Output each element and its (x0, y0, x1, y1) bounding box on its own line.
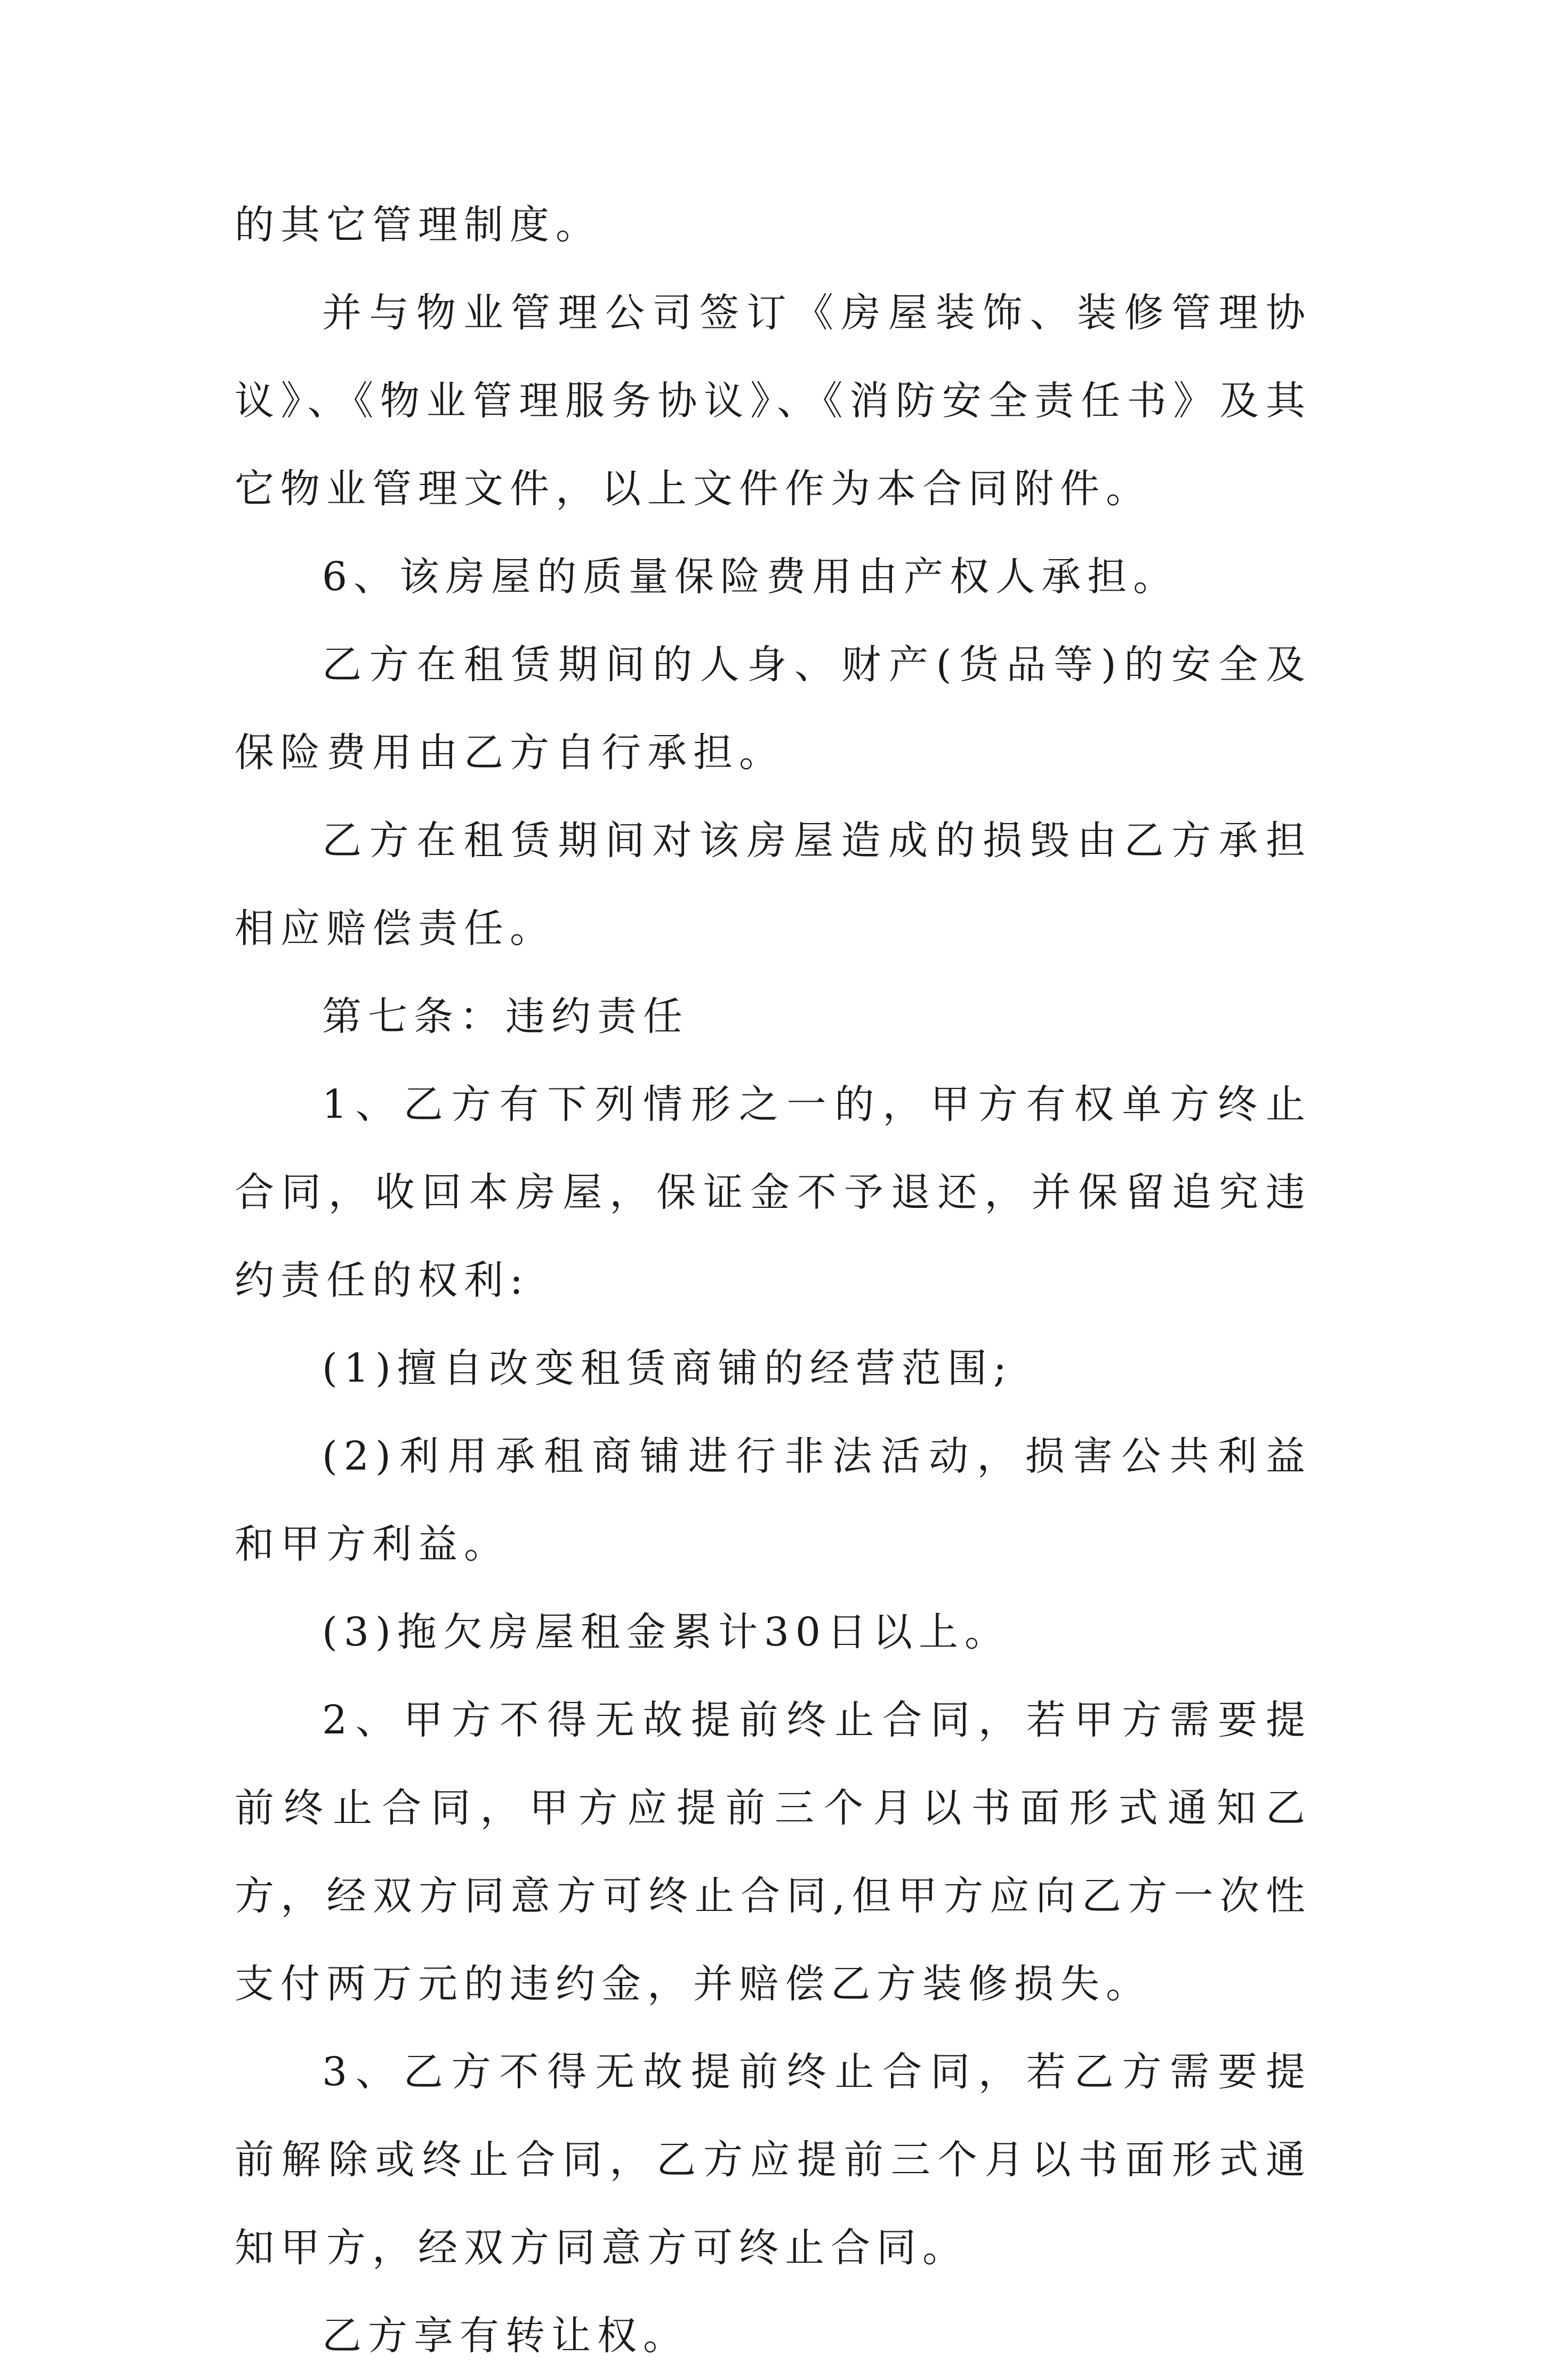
paragraph-transfer-right: 乙方享有转让权。 (322, 2313, 689, 2359)
paragraph-tenant-safety-insurance: 乙方在租赁期间的人身、财产(货品等)的安全及保险费用由乙方自行承担。 (235, 642, 1312, 776)
list-item-change-scope: (1)擅自改变租赁商铺的经营范围; (322, 1345, 1013, 1391)
paragraph-property-agreements: 并与物业管理公司签订《房屋装饰、装修管理协议》、《物业管理服务协议》、《消防安全责任书》及其它物业管理文件，以上文件作为本合同附件。 (235, 290, 1312, 512)
list-item-illegal-activity: (2)利用承租商铺进行非法活动，损害公共利益和甲方利益。 (235, 1433, 1312, 1567)
list-item-rent-arrears: (3)拖欠房屋租金累计30日以上。 (322, 1609, 1010, 1655)
paragraph-damage-liability: 乙方在租赁期间对该房屋造成的损毁由乙方承担相应赔偿责任。 (235, 818, 1312, 951)
paragraph-quality-insurance: 6、该房屋的质量保险费用由产权人承担。 (322, 554, 1179, 600)
paragraph-termination-conditions: 1、乙方有下列情形之一的，甲方有权单方终止合同，收回本房屋，保证金不予退还，并保留追究违约责任的权利: (235, 1082, 1312, 1303)
section-heading-breach-liability: 第七条：违约责任 (322, 994, 689, 1039)
paragraph-tenant-early-termination: 3、乙方不得无故提前终止合同，若乙方需要提前解除或终止合同，乙方应提前三个月以书面形式通知甲方，经双方同意方可终止合同。 (235, 2049, 1312, 2271)
paragraph-landlord-early-termination: 2、甲方不得无故提前终止合同，若甲方需要提前终止合同，甲方应提前三个月以书面形式通知乙方，经双方同意方可终止合同,但甲方应向乙方一次性支付两万元的违约金，并赔偿乙方装修损失。 (235, 1697, 1312, 2007)
paragraph-management-rules: 的其它管理制度。 (235, 202, 601, 248)
document-body (235, 181, 1312, 2380)
